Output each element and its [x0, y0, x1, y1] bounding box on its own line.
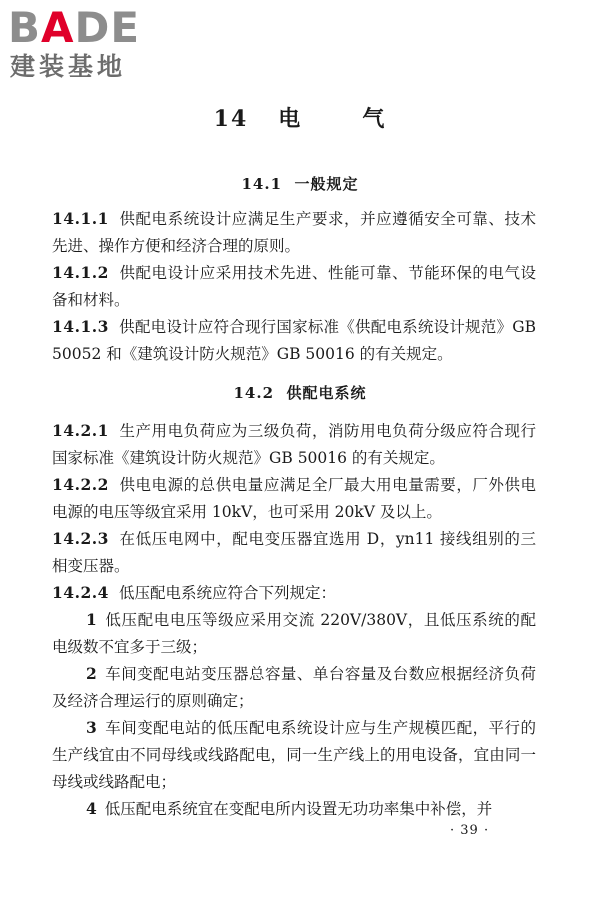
list-item-1 [52, 606, 536, 661]
list-item-3 [52, 714, 536, 796]
clause-14-2-3 [52, 525, 536, 580]
clause-text: 供配电设计应符合现行国家标准《供配电系统设计规范》GB 50052 和《建筑设计防火规范》GB 50016 的有关规定。 [52, 318, 536, 363]
clause-14-2-1 [52, 417, 536, 472]
item-number: 1 [86, 610, 97, 629]
item-text: 低压配电系统宜在变配电所内设置无功功率集中补偿，并 [104, 800, 493, 818]
section-heading-14-2 [0, 382, 600, 403]
publisher-logo [8, 3, 183, 90]
logo-wordmark [8, 3, 183, 52]
list-item-2 [52, 660, 536, 715]
clause-14-2-2 [52, 471, 536, 526]
clause-number: 14.2.2 [52, 475, 109, 494]
logo-letter-e: E [110, 3, 141, 52]
item-text: 低压配电电压等级应采用交流 220V/380V，且低压系统的配电级数不宜多于三级； [52, 611, 536, 656]
clause-text: 生产用电负荷应为三级负荷，消防用电负荷分级应符合现行国家标准《建筑设计防火规范》GB 50016 的有关规定。 [52, 422, 536, 467]
clause-text: 低压配电系统应符合下列规定： [118, 584, 336, 602]
item-number: 2 [86, 664, 97, 683]
clause-number: 14.2.4 [52, 583, 109, 602]
logo-letter-a: A [41, 3, 75, 52]
clause-text: 在低压电网中，配电变压器宜选用 D，yn11 接线组别的三相变压器。 [52, 530, 536, 575]
chapter-title-char-2: 气 [362, 106, 387, 132]
clause-text: 供配电设计应采用技术先进、性能可靠、节能环保的电气设备和材料。 [52, 264, 536, 309]
chapter-number: 14 [213, 106, 249, 132]
clause-number: 14.1.1 [52, 209, 109, 228]
chapter-title [0, 102, 600, 133]
chapter-title-char-1: 电 [278, 106, 303, 132]
clause-number: 14.2.1 [52, 421, 109, 440]
list-item-4 [52, 795, 536, 823]
clause-14-1-3 [52, 313, 536, 368]
item-number: 3 [86, 718, 97, 737]
section-number: 14.2 [233, 384, 275, 402]
item-text: 车间变配电站变压器总容量、单台容量及台数应根据经济负荷及经济合理运行的原则确定； [52, 665, 536, 710]
logo-letter-d: D [74, 3, 111, 52]
logo-letter-b: B [8, 3, 42, 52]
section-heading-14-1 [0, 173, 600, 194]
clause-text: 供电电源的总供电量应满足全厂最大用电量需要，厂外供电电源的电压等级宜采用 10kV，也可采用 20kV 及以上。 [52, 476, 536, 521]
clause-number: 14.2.3 [52, 529, 109, 548]
logo-subtitle: 建装基地 [10, 52, 127, 81]
clause-14-1-2 [52, 259, 536, 314]
clause-14-2-4 [52, 579, 536, 607]
clause-number: 14.1.2 [52, 263, 109, 282]
clause-14-1-1 [52, 205, 536, 260]
clause-text: 供配电系统设计应满足生产要求，并应遵循安全可靠、技术先进、操作方便和经济合理的原则。 [52, 210, 536, 255]
item-number: 4 [86, 799, 97, 818]
section-number: 14.1 [241, 175, 283, 193]
section-title: 供配电系统 [286, 384, 367, 402]
section-title: 一般规定 [294, 175, 359, 193]
clause-number: 14.1.3 [52, 317, 109, 336]
page-number: · 39 · [450, 823, 490, 838]
item-text: 车间变配电站的低压配电系统设计应与生产规模匹配，平行的生产线宜由不同母线或线路配电，同一生产线上的用电设备，宜由同一母线或线路配电； [52, 719, 536, 791]
